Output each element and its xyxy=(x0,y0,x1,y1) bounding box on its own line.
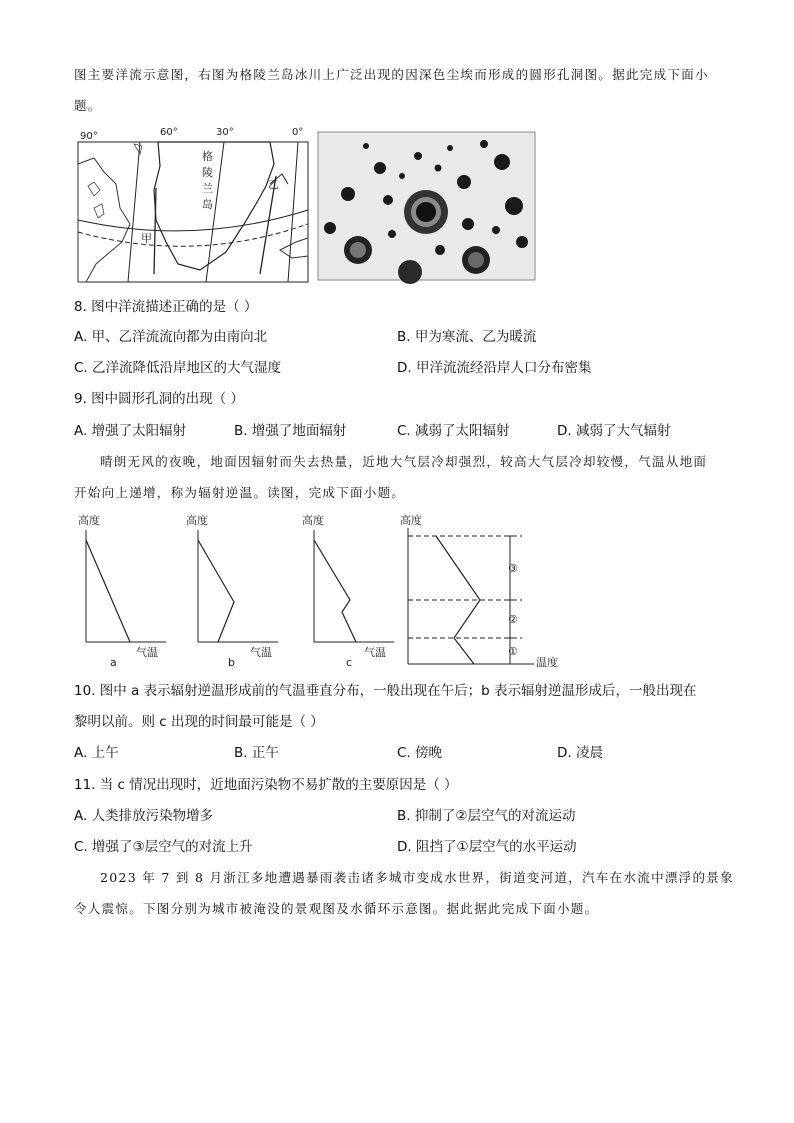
lon-label-0: 0° xyxy=(292,127,304,138)
profile-a-curve xyxy=(86,540,130,642)
layered-x-label: 温度 xyxy=(536,656,558,669)
intro2-line-2: 开始向上递增，称为辐射逆温。读图，完成下面小题。 xyxy=(74,485,406,500)
profile-c-tag: c xyxy=(346,656,353,669)
greenland-current-map xyxy=(74,124,314,284)
lon-label-90: 90° xyxy=(80,131,98,142)
q8-option-c[interactable]: C. 乙洋流降低沿岸地区的大气湿度 xyxy=(74,360,282,376)
layer-3-label: ③ xyxy=(508,562,518,575)
profile-b-tag: b xyxy=(228,656,235,669)
intro2-line-1: 晴朗无风的夜晚，地面因辐射而失去热量，近地大气层冷却强烈，较高大气层冷却较慢，气温从地面 xyxy=(100,454,708,469)
q11-stem: 11. 当 c 情况出现时，近地面污染物不易扩散的主要原因是（ ） xyxy=(74,777,458,793)
q8-option-a[interactable]: A. 甲、乙洋流流向都为由南向北 xyxy=(74,329,268,345)
q10-option-a[interactable]: A. 上午 xyxy=(74,745,119,761)
q11-option-a[interactable]: A. 人类排放污染物增多 xyxy=(74,808,214,824)
q10-option-b[interactable]: B. 正午 xyxy=(234,745,279,761)
profile-c-y-label: 高度 xyxy=(302,514,324,527)
ice-hole-photo xyxy=(318,132,535,280)
profile-b-y-label: 高度 xyxy=(186,514,208,527)
intro3-line-1: 2023 年 7 到 8 月浙江多地遭遇暴雨袭击诸多城市变成水世界，街道变河道，汽车在水流中漂浮的景象 xyxy=(100,870,734,885)
q8-option-d[interactable]: D. 甲洋流流经沿岸人口分布密集 xyxy=(397,360,592,376)
q9-option-c[interactable]: C. 减弱了太阳辐射 xyxy=(397,423,510,439)
profile-a-x-label: 气温 xyxy=(136,646,158,659)
island-char-4: 岛 xyxy=(202,198,213,211)
profile-a-tag: a xyxy=(110,656,117,669)
q9-option-d[interactable]: D. 减弱了大气辐射 xyxy=(557,423,671,439)
longitude-labels xyxy=(80,127,303,142)
profile-c xyxy=(302,513,394,669)
temperature-profiles xyxy=(74,512,594,672)
q10-option-d[interactable]: D. 凌晨 xyxy=(557,745,603,761)
profile-c-x-label: 气温 xyxy=(364,646,386,659)
layer-1-label: ① xyxy=(508,645,518,658)
q9-option-a[interactable]: A. 增强了太阳辐射 xyxy=(74,423,187,439)
profile-b-x-label: 气温 xyxy=(250,646,272,659)
q10-stem-line-2: 黎明以前。则 c 出现的时间最可能是（ ） xyxy=(74,714,324,730)
current-jia-label: 甲 xyxy=(141,232,152,245)
profile-b-curve xyxy=(198,540,234,642)
q8-option-b[interactable]: B. 甲为寒流、乙为暖流 xyxy=(397,329,537,345)
q9-option-b[interactable]: B. 增强了地面辐射 xyxy=(234,423,347,439)
q11-option-b[interactable]: B. 抑制了②层空气的对流运动 xyxy=(397,808,576,824)
q10-option-c[interactable]: C. 傍晚 xyxy=(397,745,443,761)
profile-a-y-label: 高度 xyxy=(78,514,100,527)
intro-text-line-2: 题。 xyxy=(74,98,102,113)
layered-y-label: 高度 xyxy=(400,514,422,527)
q11-option-d[interactable]: D. 阻挡了①层空气的水平运动 xyxy=(397,839,577,855)
layer-2-label: ② xyxy=(508,613,518,626)
island-char-1: 格 xyxy=(202,150,213,163)
q8-stem: 8. 图中洋流描述正确的是（ ） xyxy=(74,299,258,315)
island-char-2: 陵 xyxy=(202,166,213,179)
lon-label-30: 30° xyxy=(216,127,234,138)
q11-option-c[interactable]: C. 增强了③层空气的对流上升 xyxy=(74,839,253,855)
q9-stem: 9. 图中圆形孔洞的出现（ ） xyxy=(74,391,244,407)
current-yi-label: 乙 xyxy=(268,178,279,191)
island-char-3: 兰 xyxy=(202,182,213,195)
profile-a xyxy=(78,513,166,669)
intro-text-line-1: 图主要洋流示意图，右图为格陵兰岛冰川上广泛出现的因深色尘埃而形成的圆形孔洞图。据此完成下面小 xyxy=(74,67,709,82)
lon-label-60: 60° xyxy=(160,127,178,138)
intro3-line-2: 令人震惊。下图分别为城市被淹没的景观图及水循环示意图。据此据此完成下面小题。 xyxy=(74,901,599,916)
q10-stem-line-1: 10. 图中 a 表示辐射逆温形成前的气温垂直分布，一般出现在午后；b 表示辐射逆温形成后，一般出现在 xyxy=(74,683,697,699)
profile-b xyxy=(186,513,278,669)
layered-profile xyxy=(400,513,558,669)
profile-c-curve xyxy=(314,540,356,642)
